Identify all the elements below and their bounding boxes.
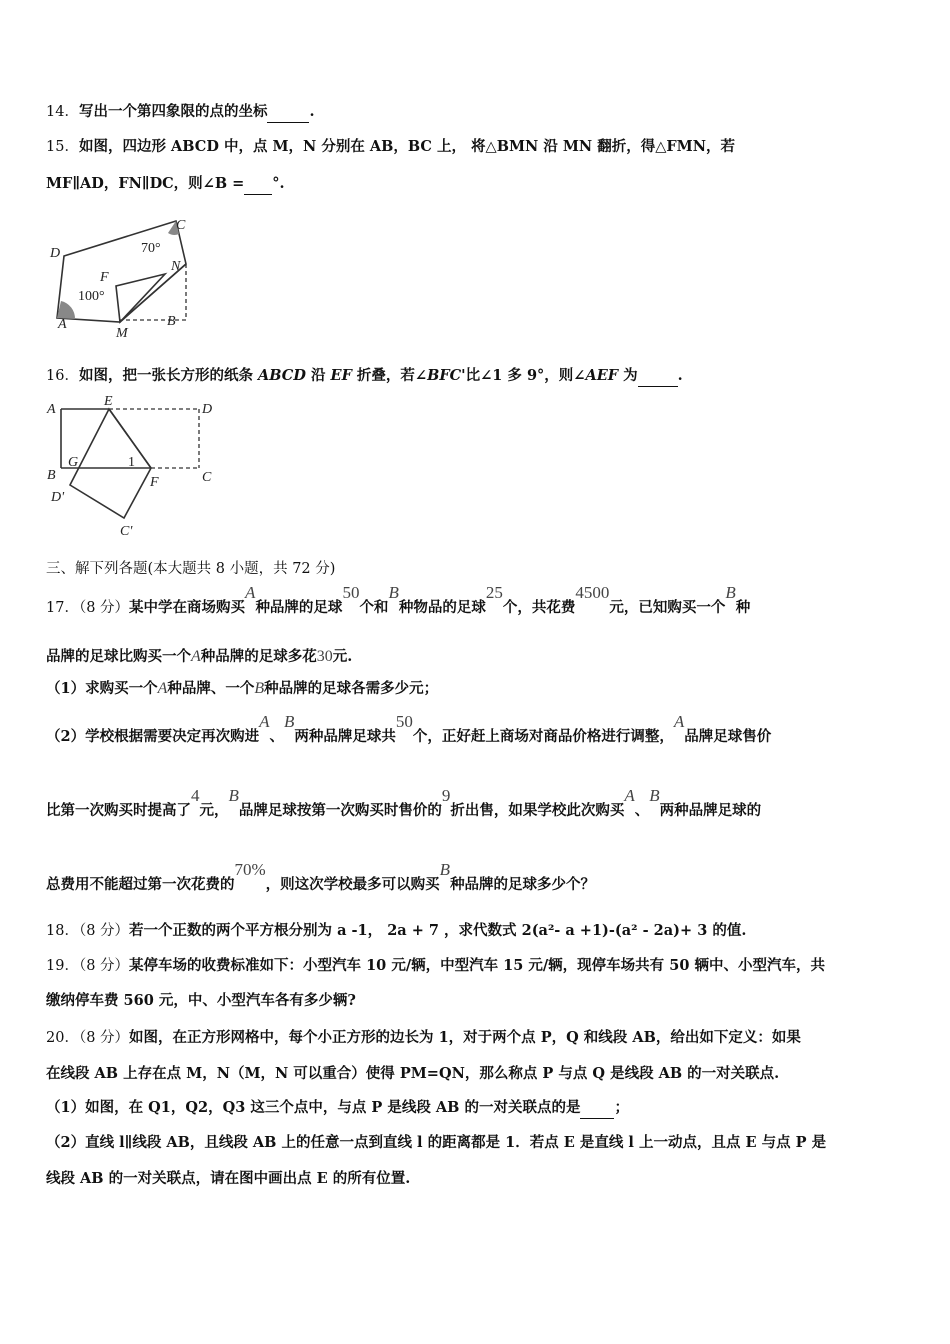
q17-n4: 4 xyxy=(191,786,200,805)
q17-t6: 元，已知购买一个 xyxy=(609,599,726,616)
q17-n9: 9 xyxy=(441,786,451,805)
q14-answer-blank[interactable] xyxy=(267,102,309,123)
q20-part2-line1: （2）直线 l∥线段 AB，且线段 AB 上的任意一点到直线 l 的距离都是 1．若点 E 是直线 l 上一动点，且点 E 与点 P 是 xyxy=(46,1134,827,1151)
q17-p2a: （2）学校根据需要决定再次购进 xyxy=(46,728,260,745)
q20-p1-text: （1）如图，在 Q1，Q2，Q3 这三个点中，与点 P 是线段 AB 的一对关联点的是 xyxy=(46,1099,581,1116)
q17-p2-sep: 、 xyxy=(269,728,284,745)
q16-text-d: 比∠1 多 9°，则∠ xyxy=(465,367,586,384)
q15-folded-triangle xyxy=(116,274,165,322)
q19-line1 xyxy=(46,956,825,976)
q15-label-D: D xyxy=(50,246,61,261)
q17-l5e: 两种品牌足球的 xyxy=(659,802,762,819)
q20-answer-blank[interactable] xyxy=(580,1098,614,1119)
q17-p2-var-a: A xyxy=(259,712,270,731)
q17-n25: 25 xyxy=(485,583,503,602)
q20-part2-line2: 线段 AB 的一对关联点，请在图中画出点 E 的所有位置. xyxy=(46,1170,411,1187)
q20-p1-end: ； xyxy=(614,1099,629,1116)
q16-answer-blank[interactable] xyxy=(638,366,678,387)
q17-var-b: B xyxy=(388,583,399,602)
q19-score: （8 分） xyxy=(78,958,130,974)
q15-angle-c: 70° xyxy=(141,241,161,256)
q19-text1: 某停车场的收费标准如下：小型汽车 10 元/辆，中型汽车 15 元/辆，现停车场共有 50 辆中、小型汽车，共 xyxy=(129,957,825,974)
q17-n4500: 4500 xyxy=(575,583,610,602)
q17-number: 17． xyxy=(46,600,79,616)
q16-line xyxy=(46,366,683,387)
q17-t5: 个，共花费 xyxy=(502,599,576,616)
q17-p2c: 个，正好赶上商场对商品价格进行调整， xyxy=(412,728,674,745)
q16-label-A: A xyxy=(47,402,56,417)
q17-p2d: 品牌足球售价 xyxy=(684,728,772,745)
q16-label-G: G xyxy=(68,455,79,470)
q17-p1a: （1）求购买一个 xyxy=(46,680,158,697)
q17-l2b: 种品牌的足球多花 xyxy=(200,648,317,665)
q17-l5-var-b: B xyxy=(228,786,239,805)
q15-angle-a: 100° xyxy=(78,289,105,304)
q15-label-N: N xyxy=(171,259,181,274)
q16-label-Dprime: D' xyxy=(51,490,65,505)
q15-text1: 如图，四边形 ABCD 中，点 M，N 分别在 AB，BC 上， 将△BMN 沿 MN 翻折，得△FMN，若 xyxy=(78,138,735,155)
q17-part2-line1 xyxy=(46,712,772,747)
q14-text: 写出一个第四象限的点的坐标 xyxy=(78,103,268,120)
q18-score: （8 分） xyxy=(78,923,130,939)
q14-end: . xyxy=(309,103,315,120)
q15-label-F: F xyxy=(100,270,109,285)
q17-n30: 30 xyxy=(316,648,333,665)
q17-l6a: 总费用不能超过第一次花费的 xyxy=(46,876,235,893)
q15-line1 xyxy=(46,137,735,157)
q17-l5d: 折出售，如果学校此次购买 xyxy=(450,802,625,819)
q15-line2 xyxy=(46,174,285,195)
q20-text1: 如图，在正方形网格中，每个小正方形的边长为 1，对于两个点 P，Q 和线段 AB，给出如下定义：如果 xyxy=(129,1029,801,1046)
q16-figure xyxy=(44,393,224,545)
q17-p2-n50: 50 xyxy=(395,712,413,731)
q17-l5-var-a: A xyxy=(624,786,635,805)
q16-label-E: E xyxy=(104,394,113,409)
q17-p2-var-a2: A xyxy=(673,712,685,731)
q19-number: 19． xyxy=(46,958,79,974)
q17-n50: 50 xyxy=(342,583,360,602)
q17-l5a: 比第一次购买时提高了 xyxy=(46,802,191,819)
q17-l5-sep: 、 xyxy=(634,802,650,819)
q17-l2-var-a: A xyxy=(191,648,201,665)
q14-line xyxy=(46,102,315,123)
q14-number: 14． xyxy=(46,104,79,120)
q17-l2c: 元. xyxy=(332,648,353,665)
q15-label-A: A xyxy=(58,317,67,332)
q18-line xyxy=(46,921,746,941)
q17-l6c: 种品牌的足球多少个？ xyxy=(450,876,596,893)
q17-score: （8 分） xyxy=(78,600,130,616)
q17-p1-var-a: A xyxy=(157,680,168,697)
q20-number: 20． xyxy=(46,1030,79,1046)
q17-t1: 某中学在商场购买 xyxy=(129,599,246,616)
q17-var-a: A xyxy=(245,583,256,602)
q17-p2-var-b: B xyxy=(283,712,295,731)
q15-quadrilateral xyxy=(57,221,186,322)
q17-p1-var-b: B xyxy=(254,680,265,697)
q17-p2b: 两种品牌足球共 xyxy=(294,728,396,745)
q17-t3: 个和 xyxy=(359,599,389,616)
q20-line1 xyxy=(46,1028,801,1048)
q17-n70: 70% xyxy=(234,860,266,879)
q15-answer-blank[interactable] xyxy=(244,174,272,195)
q17-t7: 种 xyxy=(735,599,751,616)
q17-line1 xyxy=(46,583,751,618)
q16-text-a: 如图，把一张长方形的纸条 xyxy=(78,367,259,384)
q16-folded-part xyxy=(70,409,151,518)
q17-l6b: ，则这次学校最多可以购买 xyxy=(265,876,440,893)
q16-text-e: 为 xyxy=(618,367,638,384)
q16-bfc: BFC' xyxy=(427,367,466,384)
q15-number: 15． xyxy=(46,139,79,155)
q16-label-1: 1 xyxy=(128,455,135,470)
q15-label-B: B xyxy=(167,314,176,329)
q16-end: . xyxy=(677,367,683,384)
q16-label-F: F xyxy=(150,475,159,490)
q16-text-c: 折叠，若∠ xyxy=(351,367,428,384)
q20-line2: 在线段 AB 上存在点 M，N（M，N 可以重合）使得 PM=QN，那么称点 P 与点 Q 是线段 AB 的一对关联点. xyxy=(46,1065,780,1082)
q16-aef: AEF xyxy=(585,367,619,384)
q17-l5-var-b2: B xyxy=(649,786,660,805)
q15-end: °. xyxy=(272,175,285,192)
q17-t4: 种物品的足球 xyxy=(398,599,486,616)
q16-abcd: ABCD xyxy=(258,367,306,384)
q17-t2: 种品牌的足球 xyxy=(255,599,343,616)
q17-part1 xyxy=(46,679,438,699)
q20-part1 xyxy=(46,1098,629,1119)
section-3-heading: 三、解下列各题(本大题共 8 小题，共 72 分) xyxy=(46,561,336,577)
q16-text-b: 沿 xyxy=(305,367,331,384)
q17-p1b: 种品牌、一个 xyxy=(167,680,255,697)
q16-number: 16． xyxy=(46,368,79,384)
q17-p1c: 种品牌的足球各需多少元； xyxy=(264,680,439,697)
q17-part2-line2 xyxy=(46,786,762,821)
q18-text: 若一个正数的两个平方根分别为 a -1， 2a + 7 ，求代数式 2(a²- a +1)-(a² - 2a)+ 3 的值. xyxy=(129,922,747,939)
q16-label-Cprime: C' xyxy=(120,524,133,539)
q19-line2: 缴纳停车费 560 元，中、小型汽车各有多少辆? xyxy=(46,992,356,1009)
q16-label-D: D xyxy=(202,402,213,417)
q17-l6-var-b: B xyxy=(439,860,451,879)
q17-var-b2: B xyxy=(725,583,736,602)
q17-l2a: 品牌的足球比购买一个 xyxy=(46,648,191,665)
q15-figure xyxy=(44,212,194,342)
q15-label-C: C xyxy=(176,218,186,233)
q16-ef: EF xyxy=(330,367,352,384)
q17-part2-line3 xyxy=(46,860,596,895)
q18-number: 18． xyxy=(46,923,79,939)
q15-text2: MF∥AD，FN∥DC，则∠B = xyxy=(46,175,245,192)
q17-line2 xyxy=(46,647,352,667)
q15-label-M: M xyxy=(116,326,128,341)
q16-label-B: B xyxy=(47,468,56,483)
q16-label-C: C xyxy=(202,470,212,485)
q20-score: （8 分） xyxy=(78,1030,130,1046)
q17-l5b: 元， xyxy=(199,802,229,819)
q17-l5c: 品牌足球按第一次购买时售价的 xyxy=(238,802,442,819)
